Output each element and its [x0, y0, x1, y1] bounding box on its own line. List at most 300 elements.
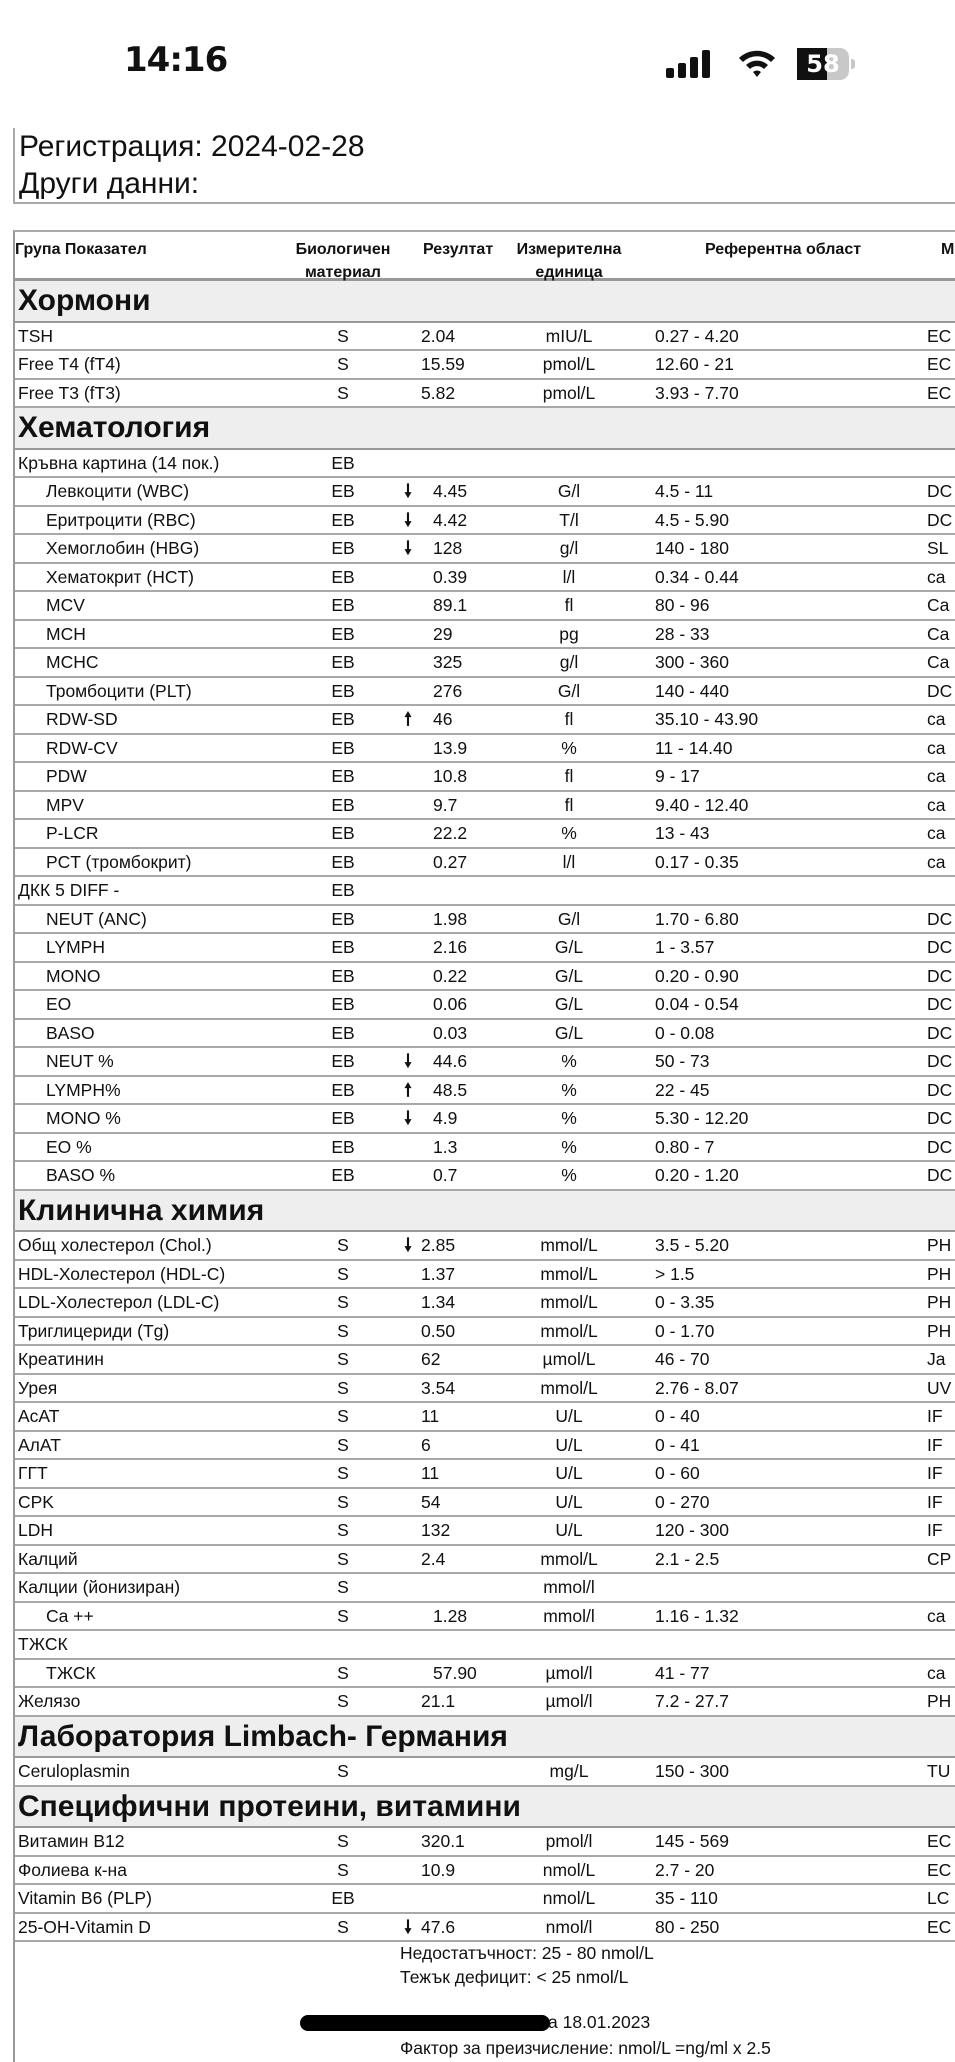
status-bar [0, 0, 944, 120]
method-code: DC [927, 965, 953, 986]
table-row [15, 323, 955, 352]
reference-range: 13 - 43 [655, 823, 710, 844]
status-time: 14:16 [124, 40, 228, 80]
reference-range: 140 - 180 [655, 538, 729, 559]
test-name: BASO % [46, 1165, 116, 1186]
material: EB [331, 823, 355, 844]
reference-range: 41 - 77 [655, 1662, 710, 1683]
reference-range: 1.70 - 6.80 [655, 908, 739, 929]
method-code: ca [927, 709, 946, 730]
method-code: CP [927, 1548, 952, 1569]
battery-icon [797, 48, 857, 80]
table-row [15, 1574, 955, 1603]
method-code: ca [927, 1662, 946, 1683]
material: S [337, 1406, 349, 1427]
result-value: 89.1 [433, 595, 468, 616]
result-value: 4.9 [433, 1108, 458, 1129]
material: S [337, 325, 349, 346]
material: EB [331, 1051, 355, 1072]
section-title: Хематология [15, 408, 955, 450]
test-name: MCHC [46, 652, 99, 673]
result-value: 57.90 [433, 1662, 477, 1683]
unit: U/L [555, 1463, 583, 1484]
unit: g/l [559, 538, 579, 559]
unit: mIU/L [545, 325, 593, 346]
reference-range: 0 - 41 [655, 1434, 700, 1455]
unit: l/l [562, 566, 576, 587]
note-deficit: Тежък дефицит: < 25 nmol/L [400, 1967, 629, 1987]
result-value: 1.28 [433, 1605, 468, 1626]
result-value: 44.6 [433, 1051, 468, 1072]
unit: U/L [555, 1406, 583, 1427]
table-row [15, 1077, 955, 1106]
header-unit: Измерителна единица [516, 241, 622, 281]
test-name: Free T4 (fT4) [18, 354, 121, 375]
test-name: LYMPH [46, 937, 105, 958]
result-value: 11 [421, 1463, 440, 1484]
arrow-down-icon: 🠗 [404, 1051, 412, 1072]
table-row [15, 351, 955, 380]
reference-range: 4.5 - 11 [655, 481, 714, 502]
unit: G/L [554, 965, 584, 986]
material: EB [331, 908, 355, 929]
material: S [337, 1577, 349, 1598]
table-row [15, 1105, 955, 1134]
test-name: BASO [46, 1022, 95, 1043]
method-code: DC [927, 680, 953, 701]
unit: µmol/l [545, 1662, 593, 1683]
material: EB [331, 994, 355, 1015]
material: EB [331, 1108, 355, 1129]
reference-range: 80 - 250 [655, 1916, 720, 1937]
table-row [15, 1660, 955, 1689]
method-code: PH [927, 1691, 952, 1712]
method-code: PH [927, 1263, 952, 1284]
method-code: EC [927, 1859, 952, 1880]
material: EB [331, 794, 355, 815]
table-row [15, 1432, 955, 1461]
reference-range: 35 - 110 [655, 1888, 718, 1909]
method-code: PH [927, 1320, 952, 1341]
section-title: Специфични протеини, витамини [15, 1787, 955, 1829]
reference-range: 0.34 - 0.44 [655, 566, 739, 587]
table-row [15, 380, 955, 409]
table-row [15, 564, 955, 593]
unit: pmol/L [542, 354, 596, 375]
table-row [15, 1489, 955, 1518]
result-value: 29 [433, 623, 453, 644]
test-name: MPV [46, 794, 84, 815]
method-code: EC [927, 1916, 952, 1937]
result-value: 62 [421, 1349, 441, 1370]
arrow-down-icon: 🠗 [404, 481, 412, 502]
reference-range: 0 - 1.70 [655, 1320, 715, 1341]
section-title: Клинична химия [15, 1191, 955, 1233]
unit: pg [559, 623, 579, 644]
table-row [15, 991, 955, 1020]
result-value: 0.27 [433, 851, 468, 872]
method-code: ca [927, 794, 946, 815]
material: EB [331, 1136, 355, 1157]
material: EB [331, 937, 355, 958]
reference-range: 9.40 - 12.40 [655, 794, 749, 815]
material: S [337, 354, 349, 375]
table-row [15, 849, 955, 878]
result-value: 2.85 [421, 1235, 456, 1256]
table-row [15, 934, 955, 963]
reference-range: 12.60 - 21 [655, 354, 734, 375]
result-value: 46 [433, 709, 453, 730]
test-name: Витамин B12 [18, 1831, 125, 1852]
table-row [15, 1758, 955, 1787]
material: S [337, 1491, 349, 1512]
unit: U/L [555, 1520, 583, 1541]
reference-range: 0 - 40 [655, 1406, 700, 1427]
result-value: 0.7 [433, 1165, 458, 1186]
result-value: 132 [421, 1520, 451, 1541]
table-row [15, 1048, 955, 1077]
test-name: MONO [46, 965, 101, 986]
material: S [337, 1916, 349, 1937]
test-name: Фолиева к-на [18, 1859, 127, 1880]
unit: % [561, 1136, 577, 1157]
table-row [15, 1375, 955, 1404]
table-row [15, 1261, 955, 1290]
table-row [15, 1232, 955, 1261]
unit: mmol/L [540, 1235, 598, 1256]
result-value: 2.04 [421, 325, 456, 346]
unit: G/l [557, 481, 581, 502]
unit: G/L [554, 994, 584, 1015]
arrow-down-icon: 🠗 [404, 1108, 412, 1129]
result-value: 21.1 [421, 1691, 456, 1712]
result-value: 47.6 [421, 1916, 456, 1937]
method-code: DC [927, 509, 953, 530]
unit: l/l [562, 851, 576, 872]
method-code: DC [927, 994, 953, 1015]
test-name: MCV [46, 595, 85, 616]
test-name: Ceruloplasmin [18, 1761, 130, 1782]
material: EB [331, 1079, 355, 1100]
result-value: 1.37 [421, 1263, 456, 1284]
unit: % [561, 823, 577, 844]
table-row [15, 1460, 955, 1489]
reference-range: 300 - 360 [655, 652, 729, 673]
result-value: 1.98 [433, 908, 468, 929]
result-value: 320.1 [421, 1831, 465, 1852]
material: EB [331, 851, 355, 872]
result-value: 13.9 [433, 737, 468, 758]
test-name: АсАТ [18, 1406, 60, 1427]
material: S [337, 1463, 349, 1484]
result-value: 9.7 [433, 794, 458, 815]
unit: g/l [559, 652, 579, 673]
result-value: 2.4 [421, 1548, 446, 1569]
reference-range: 0.17 - 0.35 [655, 851, 739, 872]
test-name: CPK [18, 1491, 54, 1512]
material: EB [331, 680, 355, 701]
table-row [15, 1517, 955, 1546]
unit: mmol/L [540, 1292, 598, 1313]
table-row [15, 763, 955, 792]
material: S [337, 1434, 349, 1455]
reference-range: 0.27 - 4.20 [655, 325, 739, 346]
table-row [15, 1162, 955, 1191]
test-name: P-LCR [46, 823, 99, 844]
method-code: DC [927, 937, 953, 958]
reference-range: 28 - 33 [655, 623, 710, 644]
method-code: IF [927, 1406, 943, 1427]
reference-range: 3.5 - 5.20 [655, 1235, 729, 1256]
table-row [15, 1318, 955, 1347]
unit: nmol/L [542, 1888, 596, 1909]
method-code: TU [927, 1761, 951, 1782]
material: S [337, 1662, 349, 1683]
material: EB [331, 709, 355, 730]
method-code: ca [927, 737, 946, 758]
material: S [337, 1691, 349, 1712]
method-code: PH [927, 1292, 952, 1313]
unit: % [561, 1165, 577, 1186]
reference-range: 2.1 - 2.5 [655, 1548, 720, 1569]
result-value: 0.03 [433, 1022, 468, 1043]
note-date: а 18.01.2023 [548, 2012, 651, 2032]
result-value: 15.59 [421, 354, 465, 375]
header-method: М [941, 241, 955, 258]
test-name: Триглицериди (Tg) [18, 1320, 170, 1341]
method-code: ca [927, 851, 946, 872]
table-row [15, 450, 955, 479]
test-name: ТЖСК [18, 1634, 68, 1655]
result-value: 10.8 [433, 766, 468, 787]
result-value: 276 [433, 680, 463, 701]
method-code: EC [927, 354, 952, 375]
redaction-bar [300, 2015, 550, 2031]
method-code: ca [927, 1605, 946, 1626]
material: EB [331, 509, 355, 530]
table-row [15, 1688, 955, 1717]
unit: % [561, 1079, 577, 1100]
method-code: IF [927, 1463, 943, 1484]
note-insufficiency: Недостатъчност: 25 - 80 nmol/L [400, 1943, 654, 1963]
test-name: TSH [18, 325, 53, 346]
result-value: 1.3 [433, 1136, 458, 1157]
test-name: NEUT % [46, 1051, 114, 1072]
unit: µmol/L [542, 1349, 596, 1370]
result-value: 48.5 [433, 1079, 468, 1100]
unit: fl [564, 595, 574, 616]
reference-range: 46 - 70 [655, 1349, 710, 1370]
unit: G/l [557, 908, 581, 929]
material: EB [331, 481, 355, 502]
table-row [15, 649, 955, 678]
test-name: MONO % [46, 1108, 121, 1129]
material: S [337, 1320, 349, 1341]
arrow-down-icon: 🠗 [404, 1235, 412, 1256]
test-name: RDW-SD [46, 709, 118, 730]
method-code: UV [927, 1377, 952, 1398]
method-code: Ca [927, 623, 950, 644]
table-row [15, 1828, 955, 1857]
unit: mmol/L [540, 1320, 598, 1341]
reference-range: 0.80 - 7 [655, 1136, 715, 1157]
reference-range: 140 - 440 [655, 680, 729, 701]
note-conversion: Фактор за преизчисление: nmol/L =ng/ml x 2.5 [400, 2038, 771, 2058]
table-row [15, 792, 955, 821]
section-title: Хормони [15, 281, 955, 323]
material: EB [331, 1888, 355, 1909]
material: EB [331, 737, 355, 758]
test-name: LYMPH% [46, 1079, 121, 1100]
reference-range: 3.93 - 7.70 [655, 382, 739, 403]
result-value: 10.9 [421, 1859, 456, 1880]
unit: nmol/L [542, 1859, 596, 1880]
test-name: 25-OH-Vitamin D [18, 1916, 151, 1937]
test-name: MCH [46, 623, 86, 644]
table-row [15, 621, 955, 650]
result-value: 0.06 [433, 994, 468, 1015]
material: S [337, 1831, 349, 1852]
result-value: 11 [421, 1406, 440, 1427]
reference-range: 5.30 - 12.20 [655, 1108, 749, 1129]
test-name: RDW-CV [46, 737, 118, 758]
header-result: Резултат [423, 241, 494, 258]
unit: T/l [559, 509, 579, 530]
result-value: 4.42 [433, 509, 468, 530]
test-name: Хемоглобин (HBG) [46, 538, 200, 559]
test-name: Free T3 (fT3) [18, 382, 121, 403]
unit: % [561, 1108, 577, 1129]
test-name: Тромбоцити (PLT) [46, 680, 192, 701]
table-row [15, 963, 955, 992]
unit: G/L [554, 937, 584, 958]
test-name: Желязо [18, 1691, 81, 1712]
unit: fl [564, 766, 574, 787]
other-data: Други данни: [19, 167, 200, 200]
reference-range: 2.76 - 8.07 [655, 1377, 739, 1398]
method-code: DC [927, 1136, 953, 1157]
test-name: EO [46, 994, 72, 1015]
method-code: DC [927, 1108, 953, 1129]
test-name: Кръвна картина (14 пок.) [18, 452, 220, 473]
method-code: DC [927, 1022, 953, 1043]
test-name: NEUT (ANC) [46, 908, 147, 929]
unit: mmol/L [540, 1548, 598, 1569]
material: EB [331, 1165, 355, 1186]
method-code: DC [927, 908, 953, 929]
result-value: 128 [433, 538, 463, 559]
test-name: LDL-Холестерол (LDL-C) [18, 1292, 220, 1313]
reference-range: 80 - 96 [655, 595, 710, 616]
material: EB [331, 880, 355, 901]
reference-range: 0 - 3.35 [655, 1292, 715, 1313]
method-code: EC [927, 325, 952, 346]
result-value: 0.50 [421, 1320, 456, 1341]
arrow-down-icon: 🠗 [404, 1916, 412, 1937]
method-code: DC [927, 1079, 953, 1100]
section-title: Лаборатория Limbach- Германия [15, 1717, 955, 1759]
table-row [15, 535, 955, 564]
material: S [337, 1859, 349, 1880]
header-group: Група Показател [15, 241, 147, 258]
table-row [15, 1403, 955, 1432]
material: EB [331, 1022, 355, 1043]
method-code: IF [927, 1491, 943, 1512]
test-name: Vitamin B6 (PLP) [18, 1888, 152, 1909]
results-table [13, 230, 955, 2062]
method-code: ca [927, 566, 946, 587]
unit: G/L [554, 1022, 584, 1043]
battery-level: 58 [806, 50, 840, 78]
result-value: 325 [433, 652, 463, 673]
unit: mg/L [549, 1761, 589, 1782]
material: S [337, 1292, 349, 1313]
reference-range: 0.04 - 0.54 [655, 994, 739, 1015]
reference-range: 0 - 270 [655, 1491, 710, 1512]
unit: µmol/l [545, 1691, 593, 1712]
test-name: ДКК 5 DIFF - [18, 880, 120, 901]
result-value: 2.16 [433, 937, 468, 958]
method-code: ca [927, 766, 946, 787]
reference-range: 11 - 14.40 [655, 737, 733, 758]
table-row [15, 1631, 955, 1660]
test-name: АлАТ [18, 1434, 61, 1455]
table-row [15, 906, 955, 935]
result-value: 4.45 [433, 481, 468, 502]
reference-range: 1.16 - 1.32 [655, 1605, 739, 1626]
table-row [15, 1885, 955, 1914]
test-name: ТЖСК [46, 1662, 96, 1683]
test-name: Урея [18, 1377, 58, 1398]
table-header [15, 232, 955, 281]
method-code: LC [927, 1888, 950, 1909]
unit: mmol/l [543, 1605, 595, 1626]
reference-range: 22 - 45 [655, 1079, 710, 1100]
table-row [15, 877, 955, 906]
table-row [15, 1914, 955, 1943]
unit: pmol/L [542, 382, 596, 403]
result-value: 0.39 [433, 566, 468, 587]
reference-range: 4.5 - 5.90 [655, 509, 729, 530]
test-name: Креатинин [18, 1349, 104, 1370]
result-value: 0.22 [433, 965, 468, 986]
wifi-icon [737, 48, 777, 78]
table-row [15, 1134, 955, 1163]
table-row [15, 706, 955, 735]
reference-range: 2.7 - 20 [655, 1859, 715, 1880]
table-body [15, 281, 955, 1942]
test-name: Хематокрит (HCT) [46, 566, 194, 587]
method-code: IF [927, 1434, 943, 1455]
material: EB [331, 766, 355, 787]
unit: U/L [555, 1491, 583, 1512]
reference-range: 7.2 - 27.7 [655, 1691, 729, 1712]
unit: G/l [557, 680, 581, 701]
unit: fl [564, 709, 574, 730]
result-value: 22.2 [433, 823, 468, 844]
unit: nmol/l [545, 1916, 593, 1937]
test-name: Левкоцити (WBC) [46, 481, 190, 502]
test-name: PCT (тромбокрит) [46, 851, 192, 872]
material: S [337, 1235, 349, 1256]
table-row [15, 478, 955, 507]
material: EB [331, 566, 355, 587]
result-value: 1.34 [421, 1292, 456, 1313]
material: S [337, 382, 349, 403]
material: S [337, 1349, 349, 1370]
unit: pmol/l [545, 1831, 593, 1852]
test-name: Калции (йонизиран) [18, 1577, 181, 1598]
